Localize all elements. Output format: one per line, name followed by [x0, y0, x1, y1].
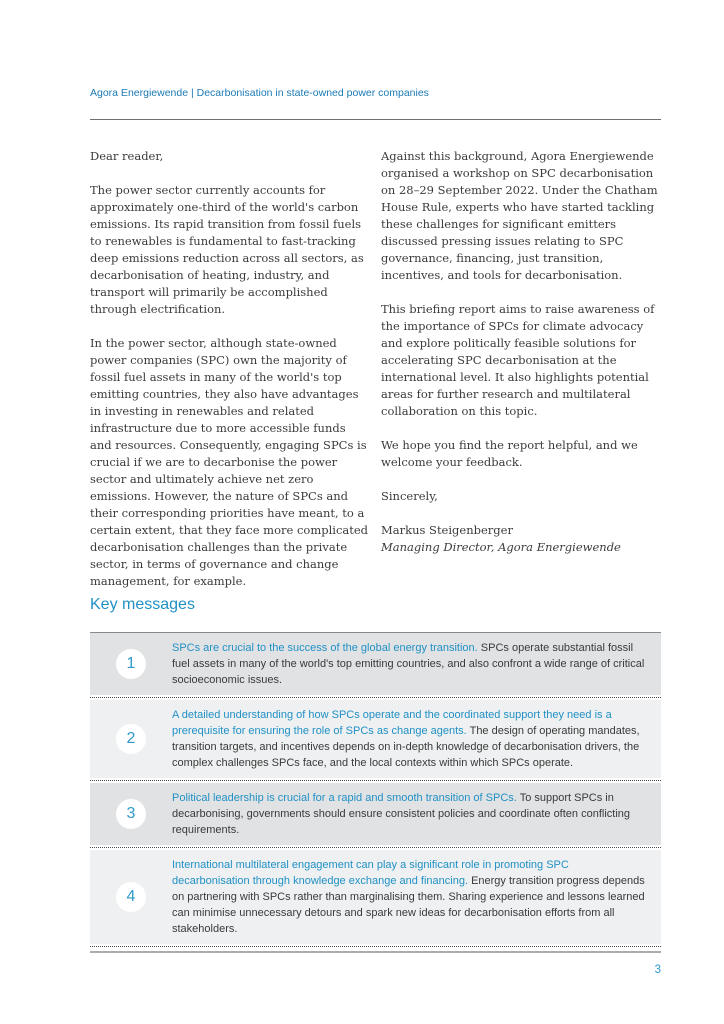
key-message-number-cell	[90, 783, 172, 845]
page-number: 3	[654, 964, 661, 976]
paragraph: This briefing report aims to raise awareness of the importance of SPCs for climate advocacy and explore politically feasible solutions for accelerating SPC decarbonisation at the international level. It also highlights potential areas for further research and multilateral collaboration on this topic.	[381, 302, 655, 418]
key-message-lead: SPCs are crucial to the success of the global energy transition.	[172, 642, 478, 654]
salutation: Dear reader,	[90, 149, 164, 163]
paragraph: We hope you find the report helpful, and we welcome your feedback.	[381, 438, 638, 469]
key-message-text	[172, 700, 661, 778]
key-message-body: Energy transition progress depends on partnering with SPCs rather than marginalising them. Sharing experience and lessons learned can minimise unnecessary detours and spark new ideas for decarbonisation efforts from all stakeholders.	[172, 875, 645, 935]
key-message-row-3	[90, 783, 661, 845]
key-message-body: To support SPCs in decarbonising, governments should ensure consistent policies and coordinate often conflicting requirements.	[172, 792, 631, 836]
key-messages-heading: Key messages	[90, 596, 195, 613]
key-message-text	[172, 633, 661, 695]
key-message-lead: Political leadership is crucial for a rapid and smooth transition of SPCs.	[172, 792, 517, 804]
letter-body	[90, 148, 661, 607]
paragraph: In the power sector, although state-owned power companies (SPC) own the majority of fossil fuel assets in many of the world's top emitting countries, they also have advantages in investing in renewables and related infrastructure due to more accessible funds and resources. Consequently, engaging SPCs is crucial if we are to decarbonise the power sector and ultimately achieve net zero emissions. However, the nature of SPCs and their corresponding priorities have meant, to a certain extent, that they face more complicated decarbonisation challenges than the private sector, in terms of governance and change management, for example.	[90, 336, 369, 588]
number-badge: 3	[116, 799, 146, 829]
key-message-number-cell	[90, 850, 172, 944]
key-message-row-1	[90, 633, 661, 695]
footer-rule	[90, 951, 661, 953]
key-messages-block	[90, 632, 661, 949]
header-rule	[90, 119, 661, 120]
paragraph: Against this background, Agora Energiewende organised a workshop on SPC decarbonisation on 28–29 September 2022. Under the Chatham House Rule, experts who have started tackling these challenges for significant emitters discussed pressing issues relating to SPC governance, financing, just transition, incentives, and tools for decarbonisation.	[381, 149, 658, 282]
key-message-body: SPCs operate substantial fossil fuel assets in many of the world's top emitting countries, and also confront a wide range of critical socioeconomic issues.	[172, 642, 645, 686]
signature-title: Managing Director, Agora Energiewende	[381, 540, 621, 554]
right-column	[381, 148, 661, 607]
key-message-row-2	[90, 700, 661, 778]
key-message-body: The design of operating mandates, transition targets, and incentives depends on in-depth knowledge of decarbonisation drivers, the complex challenges SPCs face, and the local contexts within which SPCs operate.	[172, 725, 640, 769]
key-message-lead: A detailed understanding of how SPCs operate and the coordinated support they need is a prerequisite for ensuring the role of SPCs as change agents.	[172, 709, 612, 737]
number-badge: 1	[116, 649, 146, 679]
key-message-lead: International multilateral engagement can play a significant role in promoting SPC decarbonisation through knowledge exchange and financing.	[172, 859, 569, 887]
paragraph: The power sector currently accounts for approximately one-third of the world's carbon emissions. Its rapid transition from fossil fuels to renewables is fundamental to fast-tracking deep emissions reduction across all sectors, as decarbonisation of heating, industry, and transport will primarily be accomplished through electrification.	[90, 183, 364, 316]
left-column	[90, 148, 370, 607]
key-message-number-cell	[90, 633, 172, 695]
dotted-separator	[90, 944, 661, 949]
key-message-number-cell	[90, 700, 172, 778]
closing: Sincerely,	[381, 489, 438, 503]
key-message-text	[172, 850, 661, 944]
number-badge: 4	[116, 882, 146, 912]
key-message-row-4	[90, 850, 661, 944]
running-header: Agora Energiewende | Decarbonisation in state-owned power companies	[90, 87, 429, 99]
signature-name: Markus Steigenberger	[381, 523, 513, 537]
key-message-text	[172, 783, 661, 845]
number-badge: 2	[116, 724, 146, 754]
